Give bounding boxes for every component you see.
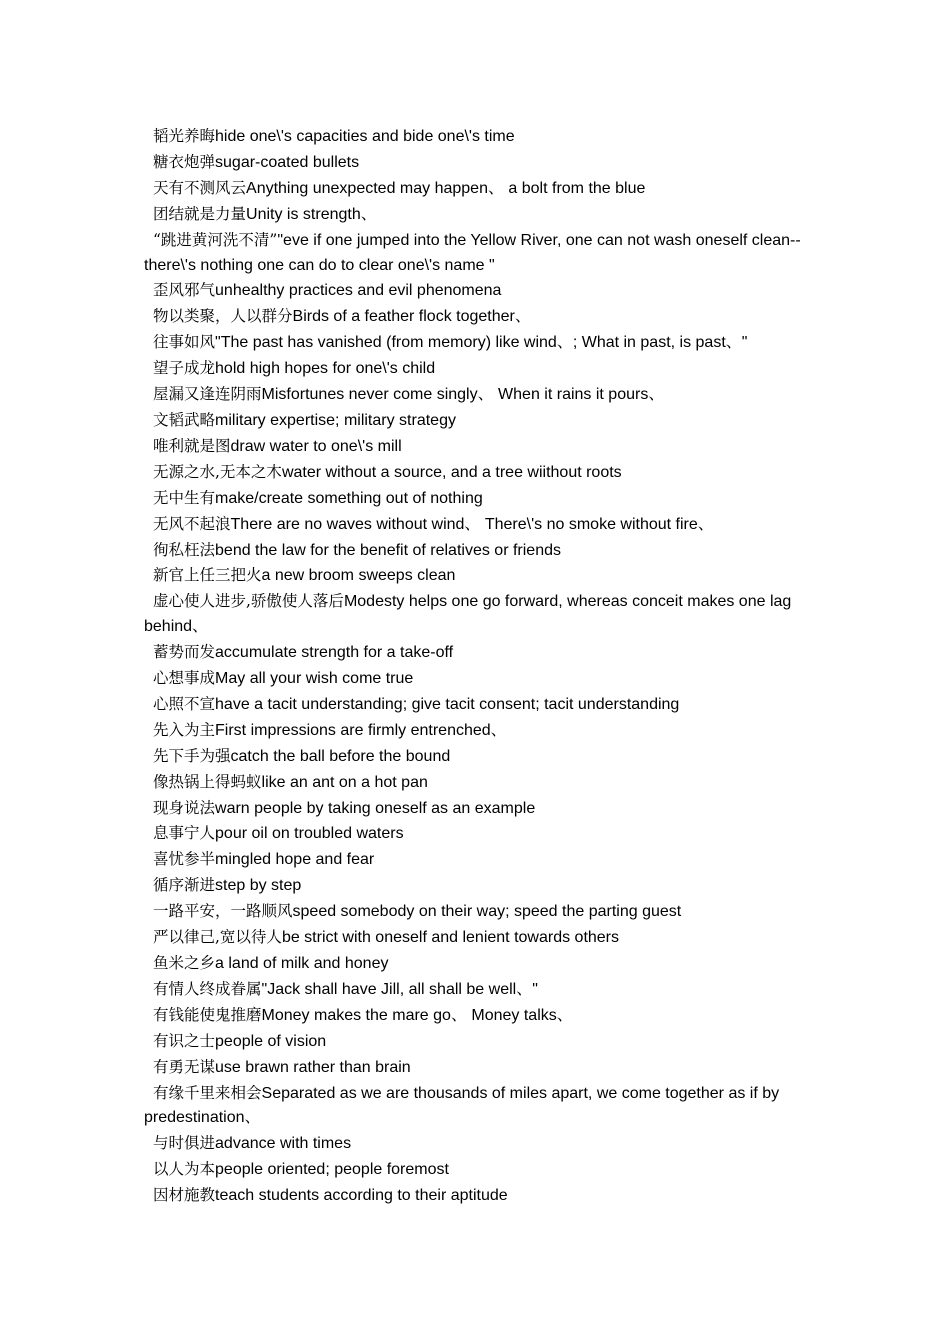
idiom-entry: [144, 228, 810, 279]
idiom-entry: [144, 796, 810, 822]
english-translation: "Jack shall have Jill, all shall be well、": [261, 980, 538, 998]
chinese-idiom: 严以律己,宽以待人: [153, 928, 282, 947]
idiom-entry: [144, 1003, 810, 1029]
idiom-entry: [144, 744, 810, 770]
english-translation: catch the ball before the bound: [230, 747, 451, 765]
chinese-idiom: 因材施教: [153, 1186, 216, 1205]
english-translation: Unity is strength、: [246, 205, 377, 223]
idiom-entry: [144, 692, 810, 718]
english-translation: May all your wish come true: [215, 670, 414, 688]
chinese-idiom: 韬光养晦: [153, 127, 216, 145]
english-translation: Misfortunes never come singly、 When it rains it pours、: [261, 386, 665, 404]
english-translation: Birds of a feather flock together、: [292, 308, 531, 326]
idiom-entry: [144, 150, 810, 176]
english-translation: have a tacit understanding; give tacit consent; tacit understanding: [215, 695, 680, 713]
english-translation: like an ant on a hot pan: [261, 773, 428, 791]
english-translation: advance with times: [215, 1135, 352, 1153]
english-translation: people of vision: [215, 1032, 327, 1050]
english-translation: sugar-coated bullets: [215, 153, 360, 171]
chinese-idiom: 有识之士: [153, 1031, 216, 1050]
chinese-idiom: 现身说法: [153, 798, 216, 817]
chinese-idiom: 无中生有: [153, 488, 216, 507]
chinese-idiom: 有勇无谋: [153, 1057, 216, 1076]
english-translation: "The past has vanished (from memory) like wind、; What in past, is past、": [215, 334, 748, 352]
idiom-entry: [144, 873, 810, 899]
chinese-idiom: 徇私枉法: [153, 540, 216, 559]
english-translation: make/create something out of nothing: [215, 489, 483, 507]
idiom-entry: [144, 563, 810, 589]
idiom-entry: [144, 330, 810, 356]
english-translation: be strict with oneself and lenient towards others: [281, 929, 620, 947]
english-translation: a new broom sweeps clean: [261, 567, 456, 585]
english-translation: accumulate strength for a take-off: [215, 644, 454, 662]
chinese-idiom: 望子成龙: [153, 359, 216, 378]
chinese-idiom: 有缘千里来相会: [153, 1083, 262, 1102]
english-translation: First impressions are firmly entrenched、: [215, 721, 507, 739]
idiom-entry: [144, 278, 810, 304]
idiom-entry: [144, 951, 810, 977]
idiom-entry: [144, 434, 810, 460]
chinese-idiom: 唯利就是图: [153, 436, 231, 455]
idiom-entry: [144, 124, 810, 150]
english-translation: unhealthy practices and evil phenomena: [215, 282, 502, 300]
idiom-entry: [144, 847, 810, 873]
chinese-idiom: 有情人终成眷属: [153, 979, 262, 998]
english-translation: pour oil on troubled waters: [215, 825, 404, 843]
english-translation: military expertise; military strategy: [215, 411, 456, 429]
idiom-entry: [144, 304, 810, 330]
idiom-entry: [144, 460, 810, 486]
english-translation: use brawn rather than brain: [215, 1058, 411, 1076]
idiom-entry: [144, 1055, 810, 1081]
idiom-entry: [144, 1157, 810, 1183]
english-translation: hold high hopes for one\'s child: [215, 360, 436, 378]
english-translation: warn people by taking oneself as an example: [215, 799, 536, 817]
idiom-entry: [144, 925, 810, 951]
idiom-entry: [144, 202, 810, 228]
english-translation: There are no waves without wind、 There\'s no smoke without fire、: [230, 515, 714, 533]
idiom-entry: [144, 589, 810, 640]
english-translation: draw water to one\'s mill: [230, 437, 402, 455]
english-translation: "eve if one jumped into the Yellow River, one can not wash oneself clean--there\'s nothing one can do to clear one\'s name ": [144, 231, 801, 274]
english-translation: bend the law for the benefit of relatives or friends: [215, 541, 561, 559]
idiom-entry: [144, 640, 810, 666]
chinese-idiom: 心照不宣: [153, 694, 216, 713]
idiom-entry: [144, 1183, 810, 1209]
chinese-idiom: “跳进黄河洗不清”: [153, 230, 278, 249]
idiom-entry: [144, 1029, 810, 1055]
idiom-entry: [144, 408, 810, 434]
chinese-idiom: 蓄势而发: [153, 643, 216, 662]
chinese-idiom: 心想事成: [153, 669, 216, 688]
idiom-entry: [144, 382, 810, 408]
chinese-idiom: 物以类聚，人以群分: [153, 307, 293, 326]
english-translation: Separated as we are thousands of miles apart, we come together as if by predestination、: [144, 1084, 780, 1127]
chinese-idiom: 新官上任三把火: [153, 566, 262, 585]
english-translation: Money makes the mare go、 Money talks、: [261, 1006, 573, 1024]
english-translation: teach students according to their aptitude: [215, 1187, 508, 1205]
chinese-idiom: 糖衣炮弹: [153, 152, 216, 171]
idiom-entry: [144, 821, 810, 847]
chinese-idiom: 循序渐进: [153, 876, 216, 895]
chinese-idiom: 无源之水,无本之木: [153, 462, 282, 481]
idiom-entry: [144, 718, 810, 744]
english-translation: people oriented; people foremost: [215, 1161, 449, 1179]
english-translation: speed somebody on their way; speed the parting guest: [292, 903, 682, 921]
english-translation: Modesty helps one go forward, whereas conceit makes one lag behind、: [144, 593, 792, 636]
idiom-entry: [144, 899, 810, 925]
idiom-list: [144, 124, 810, 1209]
chinese-idiom: 团结就是力量: [153, 204, 247, 223]
idiom-entry: [144, 486, 810, 512]
english-translation: mingled hope and fear: [215, 851, 375, 869]
idiom-entry: [144, 977, 810, 1003]
chinese-idiom: 喜忧参半: [153, 850, 216, 869]
chinese-idiom: 先下手为强: [153, 746, 231, 765]
idiom-entry: [144, 538, 810, 564]
chinese-idiom: 以人为本: [153, 1160, 216, 1179]
chinese-idiom: 先入为主: [153, 720, 216, 739]
idiom-entry: [144, 512, 810, 538]
chinese-idiom: 一路平安，一路顺风: [153, 902, 293, 921]
english-translation: hide one\'s capacities and bide one\'s time: [215, 128, 515, 145]
chinese-idiom: 有钱能使鬼推磨: [153, 1005, 262, 1024]
chinese-idiom: 往事如风: [153, 333, 216, 352]
chinese-idiom: 屋漏又逢连阴雨: [153, 385, 262, 404]
english-translation: a land of milk and honey: [215, 955, 389, 972]
idiom-entry: [144, 176, 810, 202]
chinese-idiom: 文韬武略: [153, 410, 216, 429]
chinese-idiom: 无风不起浪: [153, 514, 231, 533]
idiom-entry: [144, 666, 810, 692]
chinese-idiom: 像热锅上得蚂蚁: [153, 772, 262, 791]
chinese-idiom: 与时俱进: [153, 1134, 216, 1153]
english-translation: water without a source, and a tree wiithout roots: [281, 463, 622, 481]
chinese-idiom: 鱼米之乡: [153, 954, 216, 972]
english-translation: Anything unexpected may happen、 a bolt from the blue: [246, 179, 646, 197]
chinese-idiom: 天有不测风云: [153, 178, 247, 197]
english-translation: step by step: [215, 877, 302, 895]
idiom-entry: [144, 1131, 810, 1157]
idiom-entry: [144, 1081, 810, 1132]
idiom-entry: [144, 356, 810, 382]
chinese-idiom: 虚心使人进步,骄傲使人落后: [153, 592, 344, 611]
chinese-idiom: 歪风邪气: [153, 281, 216, 300]
idiom-entry: [144, 770, 810, 796]
chinese-idiom: 息事宁人: [153, 824, 216, 843]
